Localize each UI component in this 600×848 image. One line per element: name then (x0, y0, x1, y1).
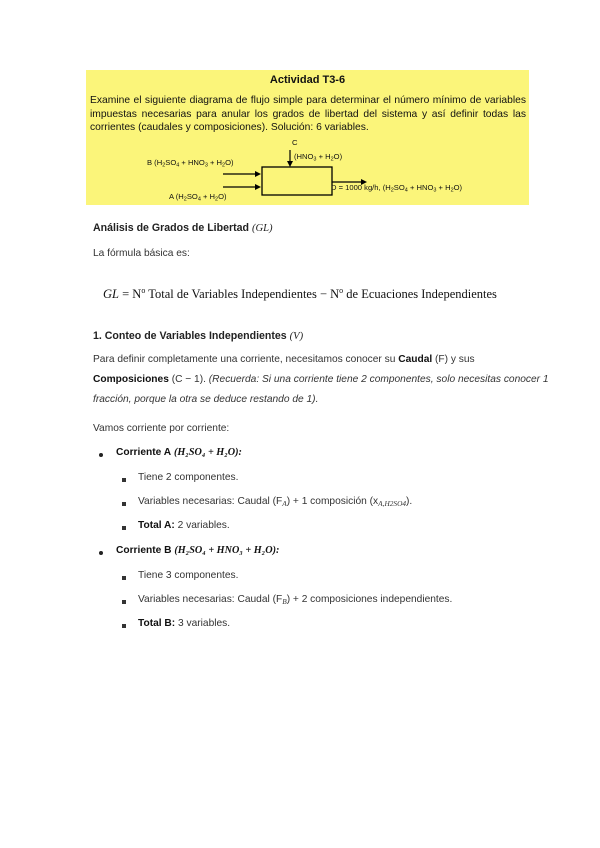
stream-c-label: C (292, 138, 298, 147)
sub-bullet (122, 624, 126, 628)
stream-c-composition: $(HNO_3 + H_2O)$ (294, 152, 343, 163)
stream-a-item: Tiene 2 componentes. (138, 472, 239, 483)
stream-d-label: D = 1000 kg/h, $(H_2SO_4 + HNO_3 + H_2O)$ (331, 183, 463, 194)
stream-b-item: Tiene 3 componentes. (138, 570, 239, 581)
intro-streams: Vamos corriente por corriente: (93, 423, 230, 434)
sub-bullet (122, 478, 126, 482)
stream-a-total: Total A: 2 variables. (138, 520, 230, 531)
stream-b-heading: Corriente B (H₂SO₄ + HNO₃ + H₂O): (116, 545, 280, 556)
sub-bullet (122, 502, 126, 506)
process-unit-box (262, 167, 332, 195)
formula-intro: La fórmula básica es: (93, 248, 190, 259)
activity-box (86, 70, 529, 205)
section-title: Análisis de Grados de Libertad (GL) (93, 222, 273, 234)
bullet-dot (99, 551, 103, 555)
gl-formula: GL = $N^o$ Total de Variables Independientes − $N^o$ de Ecuaciones Independientes (103, 286, 497, 302)
sub-bullet (122, 526, 126, 530)
activity-text: Examine el siguiente diagrama de flujo simple para determinar el número mínimo de variables impuestas necesarias para anular los grados de libertad del sistema y así definir todas las corrientes (caudales y composiciones). Solución: 6 variables. (90, 95, 526, 134)
stream-a-heading: Corriente A (H₂SO₄ + H₂O): (116, 447, 242, 458)
stream-b-label: B $(H_2SO_4 + HNO_3 + H_2O)$ (147, 158, 234, 169)
heading-conteo: 1. Conteo de Variables Independientes (V) (93, 330, 304, 342)
sub-bullet (122, 576, 126, 580)
bullet-dot (99, 453, 103, 457)
stream-a-label: A $(H_2SO_4 + H_2O)$ (169, 192, 227, 203)
stream-b-item: Variables necesarias: Caudal (FB) + 2 composiciones independientes. (138, 594, 453, 606)
stream-b-total: Total B: 3 variables. (138, 618, 231, 629)
flow-diagram (86, 70, 529, 205)
paragraph-definition: Para definir completamente una corriente, necesitamos conocer su Caudal (F) y sus Composiciones (C − 1). (Recuerda: Si una corriente tiene 2 componentes, solo necesitas conocer 1 fracción, porque la otra se deduce restando de 1). (93, 354, 549, 405)
activity-title: Actividad T3-6 (269, 74, 346, 86)
sub-bullet (122, 600, 126, 604)
stream-a-item: Variables necesarias: Caudal (FA) + 1 composición (xA,H2SO4). (138, 496, 413, 508)
